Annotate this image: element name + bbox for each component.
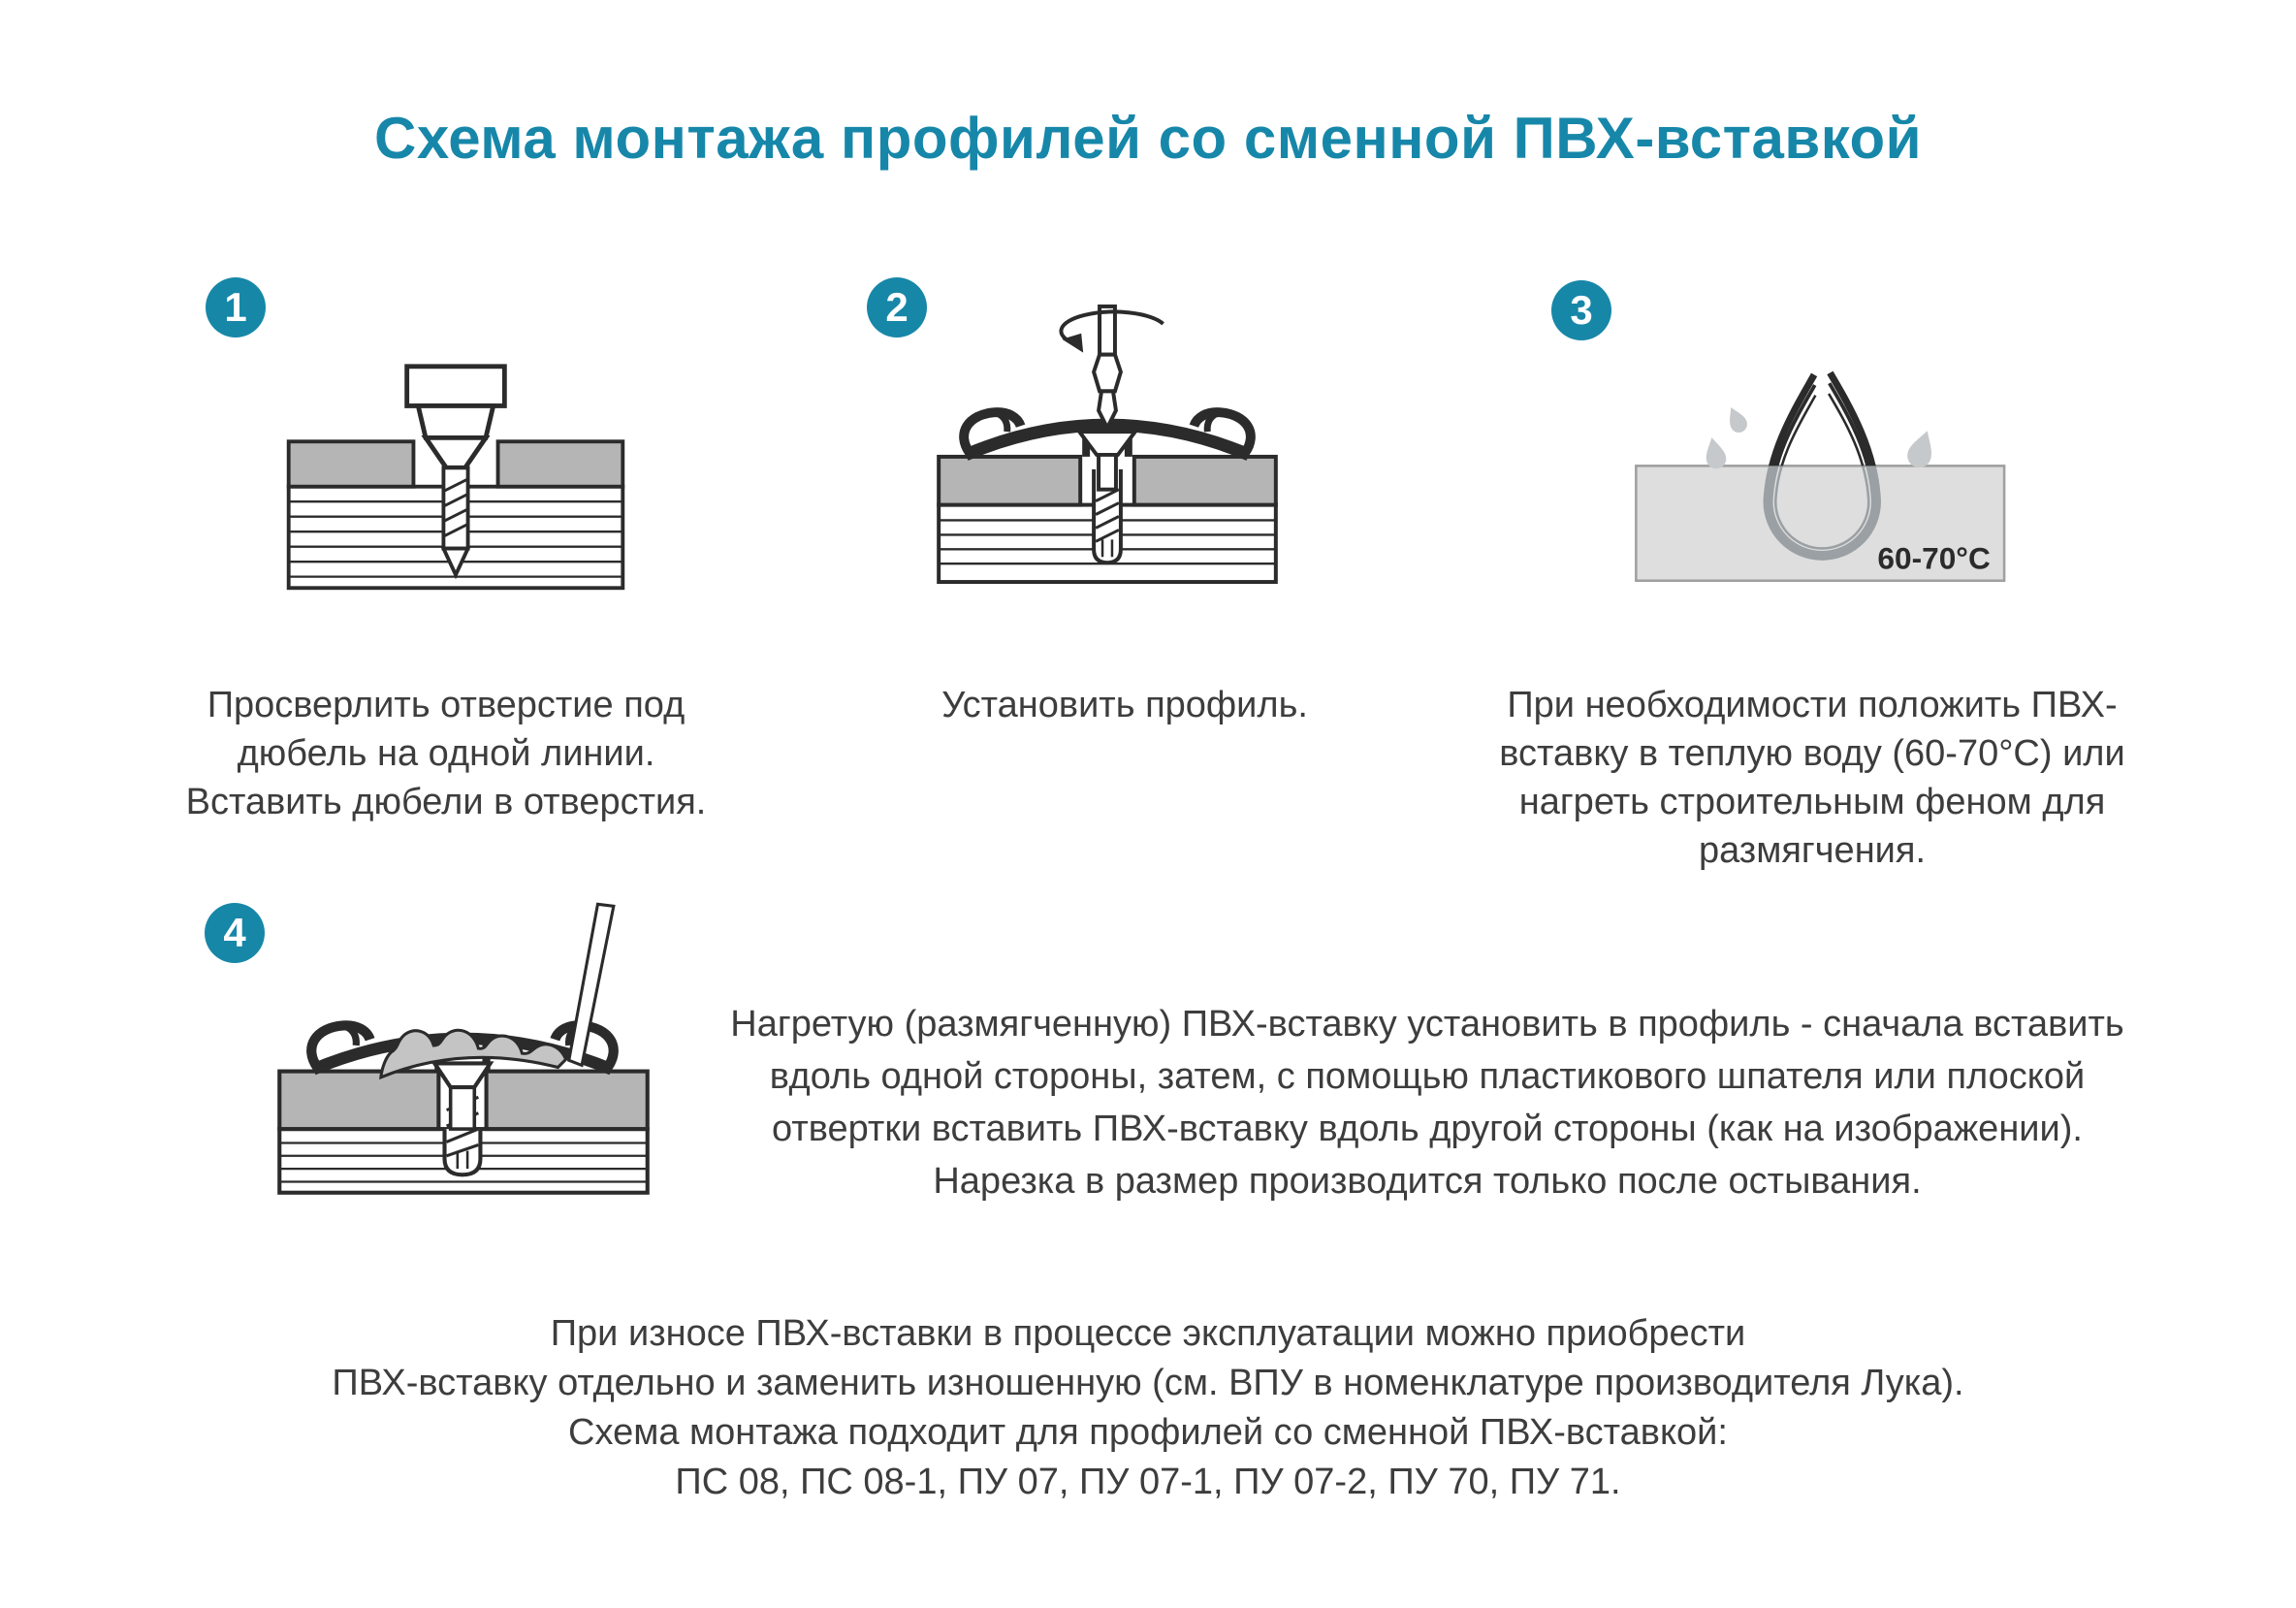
install-profile-icon <box>924 301 1291 590</box>
step-4-badge <box>205 903 265 963</box>
step-3-caption: При необходимости положить ПВХ-вставку в теплую воду (60-70°C) или нагреть строительным феном для размягчения. <box>1499 685 2125 872</box>
page-title: Схема монтажа профилей со сменной ПВХ-вставкой <box>374 106 1922 171</box>
step-3-badge <box>1551 280 1611 340</box>
footer-line: ПВХ-вставку отдельно и заменить изношенную (см. ВПУ в номенклатуре производителя Лука). <box>332 1362 1964 1403</box>
water-drops-icon <box>1702 403 1938 470</box>
warm-water-icon <box>1602 355 2019 593</box>
footer-line: ПС 08, ПС 08-1, ПУ 07, ПУ 07-1, ПУ 07-2, ПУ 70, ПУ 71. <box>675 1461 1621 1502</box>
screw-shaft <box>451 1087 475 1129</box>
footer-line: При износе ПВХ-вставки в процессе эксплуатации можно приобрести <box>550 1313 1746 1354</box>
step-1-badge <box>206 277 266 338</box>
screw-head <box>434 1063 490 1087</box>
footer-note <box>223 1309 2073 1507</box>
screw <box>1079 432 1135 490</box>
step-4-number: 4 <box>223 910 246 955</box>
water-temperature-label: 60-70°C <box>1877 540 1991 576</box>
step-4-caption: Нагретую (размягченную) ПВХ-вставку установить в профиль - сначала вставить вдоль одной стороны, затем, с помощью пластикового шпателя или плоской отвертки вставить ПВХ-вставку вдоль другой стороны (как на изображении). Нарезка в размер производится только после остывания. <box>730 1004 2124 1202</box>
step-2-caption: Установить профиль. <box>941 685 1308 725</box>
step-2-number: 2 <box>885 284 909 330</box>
step-2-badge <box>867 277 927 338</box>
footer-line: Схема монтажа подходит для профилей со сменной ПВХ-вставкой: <box>568 1411 1728 1453</box>
step-3-number: 3 <box>1570 287 1593 333</box>
screwdriver <box>1094 306 1121 428</box>
drill-dowel-icon <box>277 361 634 595</box>
step-1-caption: Просверлить отверстие под дюбель на одной линии. Вставить дюбели в отверстия. <box>185 685 707 823</box>
insert-pvc-icon <box>270 898 657 1197</box>
step-1-number: 1 <box>224 284 247 330</box>
